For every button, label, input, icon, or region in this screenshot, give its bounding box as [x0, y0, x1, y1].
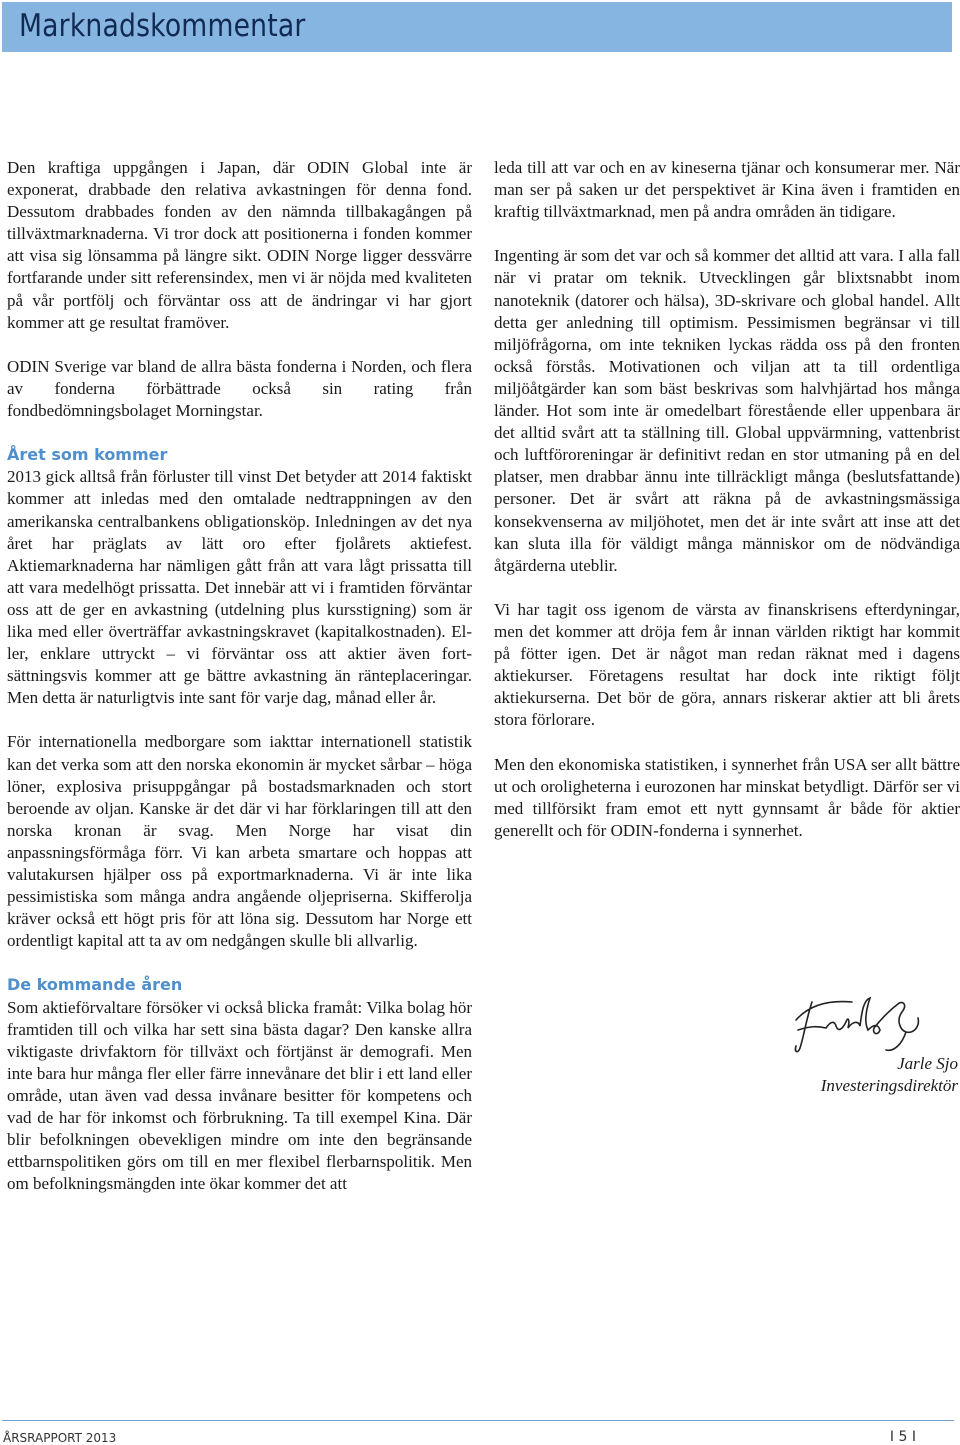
paragraph: För internationella medborgare som iakttar internationell statistik kan det verka som att den norska ekonomin är mycket sårbar – höga löner, explosiva prisuppgångar på bostadsmarknaden och stort beroende av oljan. Kanske är det där vi har förklaringen till att den norska kronan är svag. Men Norge har visat din anpassningsförmåga förr. Vi kan arbeta smartare och hoppas att valutakursen hjälper oss på exportmarknaderna. Vi är inte lika pessimistiska som många andra angående oljepriserna. Skifferolja kräver också ett högt pris för att löna sig. Dessutom har Norge ett ordentligt kapital att ta av om nedgången skulle bli allvarlig. — [7, 732, 472, 951]
handwritten-signature — [790, 990, 930, 1060]
footer-report-label: ÅRSRAPPORT 2013 — [3, 1431, 117, 1445]
section-heading-aret-som-kommer: Året som kommer — [7, 445, 168, 465]
header-bar — [2, 2, 952, 52]
right-column — [494, 157, 960, 842]
paragraph: 2013 gick alltså från förluster till vinst Det betyder att 2014 faktiskt kommer att inledas med den omtalade nedtrappningen av den amerikanska centralbankens obligationsköp. Inledningen av det nya året har präglats av lätt oro efter fjolårets aktiefest. Aktiemarknaderna har nämligen gått från att vara lågt prissatta till att vara medelhögt prissatta. Det innebär att vi i framtiden förväntar oss att de ger en avkastning (utdelning plus kursstigning) som är lika med eller överträffar avkastningskravet (kapitalkostnaden). Eller, enklare uttryckt – vi förväntar oss att aktier även fortsättningsvis kommer att ge bättre avkastning än ränteplaceringar. Men detta är naturligtvis inte sant för varje dag, månad eller år. — [7, 467, 472, 708]
paragraph: Som aktieförvaltare försöker vi också blicka framåt: Vilka bolag hör framtiden till och vilka har sett sina bästa dagar? Den kanske allra viktigaste drivfaktorn för tillväxt och förtjänst är demografi. Men inte bara hur många fler eller färre innevånare det blir i ett land eller område, utan även vad dessa invånare besitter för kompetens och vad de har för inkomst och förbrukning. Ta till exempel Kina. Där blir befolkningen obevekligen mindre om inte den begränsande ettbarnspolitiken görs om till en mer flexibel flerbarnspolitik. Men om befolkningsmängden inte ökar kommer det att — [7, 997, 472, 1194]
paragraph: Den kraftiga uppgången i Japan, där ODIN Global inte är exponerat, drabbade den relativa avkastningen för denna fond. Dessutom drabbades fonden av den nämnda tillbakagången på tillväxtmarknaderna. Vi tror dock att positionerna i fonden kommer att visa sig lönsamma på längre sikt. ODIN Norge ligger dessvärre fortfarande under sitt referensindex, men vi är nöjda med kvaliteten på vår portfölj och förväntar oss att de ändringar vi har gjort kommer att ge resultat framöver. — [7, 158, 472, 332]
signature-name: Jarle Sjo — [897, 1054, 958, 1073]
signature-title: Investeringsdirektör — [820, 1076, 958, 1095]
footer-divider — [2, 1420, 954, 1421]
paragraph: Men den ekonomiska statistiken, i synnerhet från USA ser allt bättre ut och oroligheterna i eurozonen har minskat betydligt. Därför ser vi med tillförsikt fram emot ett nytt gynnsamt år både för aktier generellt och för ODIN-fonderna i synnerhet. — [494, 754, 960, 840]
paragraph: Ingenting är som det var och så kommer det alltid att vara. I alla fall när vi pratar om teknik. Utvecklingen går blixtsnabbt inom nanoteknik (datorer och hälsa), 3D-skrivare och global handel. Allt detta ger anledning till optimism. Pessimismen begränsar vi till miljöfrågorna, om inte tekniken lyckas rädda oss på den fronten också förstås. Motivationen och viljan att ta till ordentliga miljöåtgärder kan som bäst beskrivas som halvhjärtad hos många länder. Hot som inte är omedelbart förestående eller uppenbara är det alltid svårt att ta ställning till. Global uppvärmning, vattenbrist och luftföroreningar är definitivt redan en stor utmaning på en del platser, men drabbar ännu inte tillräckligt många (beslutsfattande) personer. Det är svårt att räkna på de avkastningsmässiga konsekvenserna av miljöhotet, men det är inte svårt att inse att det kan sluta illa för väldigt många människor om de nödvändiga åtgärderna uteblir. — [494, 246, 960, 575]
left-column — [7, 157, 472, 1195]
page-title: Marknadskommentar — [19, 8, 306, 44]
paragraph: Vi har tagit oss igenom de värsta av finanskrisens efterdyningar, men det kommer att dröja fem år innan världen riktigt har kommit på fötter igen. Det är något man redan räknat med i dagens aktiekurser. Företagens resultat har dock inte riktigt följt aktiekurserna. Det bör de göra, annars riskerar aktier att bli årets stora förlorare. — [494, 599, 960, 730]
section-heading-de-kommande-aren: De kommande åren — [7, 975, 183, 995]
paragraph: leda till att var och en av kineserna tjänar och konsumerar mer. När man ser på saken ur det perspektivet är Kina även i framtiden en kraftig tillväxtmarknad, men på andra områden än tidigare. — [494, 158, 960, 222]
paragraph: ODIN Sverige var bland de allra bästa fonderna i Norden, och flera av fonderna förbättrade också sin rating från fondbedömningsbolaget Morningstar. — [7, 356, 472, 421]
page-number: I 5 I — [889, 1429, 916, 1445]
